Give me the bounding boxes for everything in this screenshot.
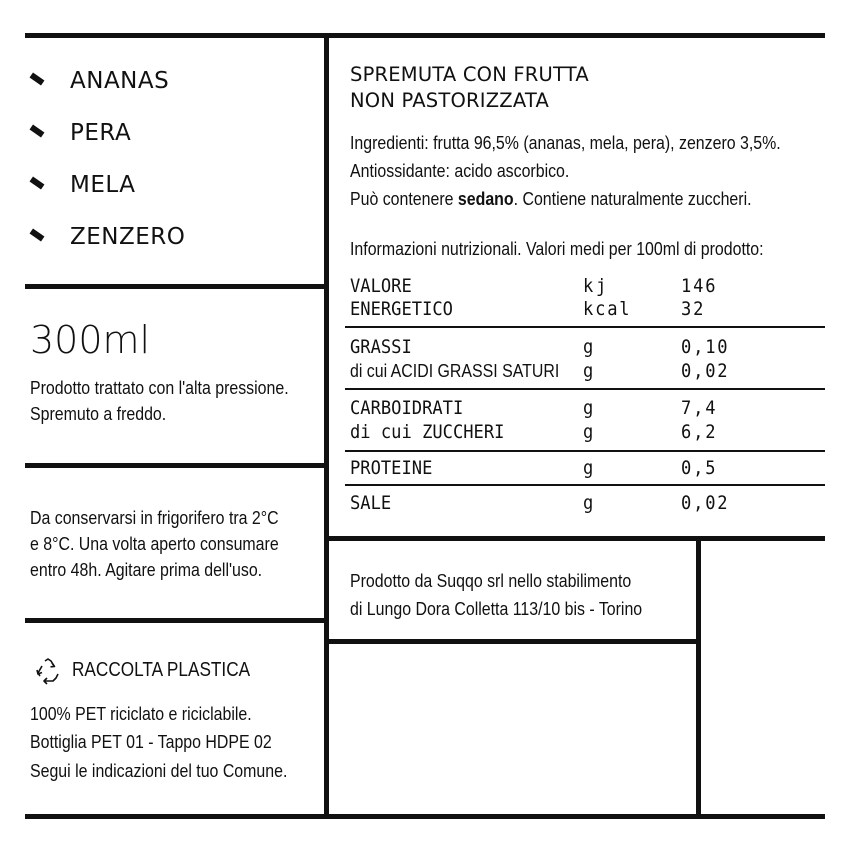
nutrient-value: 0,10 xyxy=(681,336,730,358)
nutrient-label: GRASSI xyxy=(350,336,412,358)
product-title-line2: NON PASTORIZZATA xyxy=(350,89,549,112)
process-line: Prodotto trattato con l'alta pressione. xyxy=(30,377,289,398)
nutrient-value: 146 xyxy=(681,275,718,297)
nutrient-unit: g xyxy=(583,492,594,514)
left-divider-2 xyxy=(25,463,327,468)
nutrient-value: 32 xyxy=(681,298,706,320)
right-divider-1 xyxy=(324,536,825,541)
nutrient-value: 0,02 xyxy=(681,492,730,514)
right-divider-2 xyxy=(324,639,700,644)
fruit-item: MELA xyxy=(30,172,135,198)
top-border xyxy=(25,33,825,38)
recycling-line: 100% PET riciclato e riciclabile. xyxy=(30,703,252,724)
nutrient-value: 0,5 xyxy=(681,457,718,479)
recycling-line: Segui le indicazioni del tuo Comune. xyxy=(30,760,288,781)
nutrient-label: di cui ZUCCHERI xyxy=(350,421,505,443)
fruit-item: PERA xyxy=(30,120,131,146)
bullet-icon xyxy=(30,176,45,189)
bullet-icon xyxy=(30,228,45,241)
nutrient-unit: kj xyxy=(583,275,610,297)
recycle-icon xyxy=(33,657,63,690)
product-title-line1: SPREMUTA CON FRUTTA xyxy=(350,63,589,86)
nutrient-value: 6,2 xyxy=(681,421,718,443)
row-divider xyxy=(345,388,825,390)
bullet-icon xyxy=(30,72,45,85)
storage-line: entro 48h. Agitare prima dell'uso. xyxy=(30,559,263,580)
nutrient-unit: g xyxy=(583,336,594,358)
nutrient-label: di cui ACIDI GRASSI SATURI xyxy=(350,360,560,381)
allergen-bold: sedano xyxy=(457,188,514,209)
nutrient-unit: g xyxy=(583,397,594,419)
recycling-line: Bottiglia PET 01 - Tappo HDPE 02 xyxy=(30,731,272,752)
fruit-item: ZENZERO xyxy=(30,224,185,250)
nutrient-unit: kcal xyxy=(583,298,632,320)
right-inner-divider xyxy=(696,536,701,819)
storage-line: e 8°C. Una volta aperto consumare xyxy=(30,533,279,554)
nutrient-value: 7,4 xyxy=(681,397,718,419)
storage-line: Da conservarsi in frigorifero tra 2°C xyxy=(30,507,279,528)
nutrient-unit: g xyxy=(583,457,594,479)
ingredients: Ingredienti: frutta 96,5% (ananas, mela, pera), zenzero 3,5%. xyxy=(350,132,781,153)
bottom-border xyxy=(25,814,825,819)
left-divider-3 xyxy=(25,618,327,623)
bullet-icon xyxy=(30,124,45,137)
nutrient-value: 0,02 xyxy=(681,360,730,382)
nutrient-label: CARBOIDRATI xyxy=(350,397,464,419)
antioxidant: Antiossidante: acido ascorbico. xyxy=(350,160,570,181)
center-divider xyxy=(324,33,329,819)
process-line: Spremuto a freddo. xyxy=(30,403,167,424)
left-divider-1 xyxy=(25,284,327,289)
row-divider xyxy=(345,484,825,486)
producer-line: Prodotto da Suqqo srl nello stabilimento xyxy=(350,570,632,591)
allergen-line: Può contenere sedano. Contiene naturalmente zuccheri. xyxy=(350,188,752,209)
nutrient-unit: g xyxy=(583,360,594,382)
producer-line: di Lungo Dora Colletta 113/10 bis - Torino xyxy=(350,598,643,619)
nutrient-label: PROTEINE xyxy=(350,457,433,479)
recycling-title: RACCOLTA PLASTICA xyxy=(72,659,251,681)
nutrient-unit: g xyxy=(583,421,594,443)
row-divider xyxy=(345,450,825,452)
volume: 300ml xyxy=(30,318,151,362)
nutrient-label: VALORE xyxy=(350,275,412,297)
nutrient-label: ENERGETICO xyxy=(350,298,453,320)
nutrition-header: Informazioni nutrizionali. Valori medi per 100ml di prodotto: xyxy=(350,238,764,259)
nutrient-label: SALE xyxy=(350,492,392,514)
fruit-item: ANANAS xyxy=(30,68,169,94)
row-divider xyxy=(345,326,825,328)
